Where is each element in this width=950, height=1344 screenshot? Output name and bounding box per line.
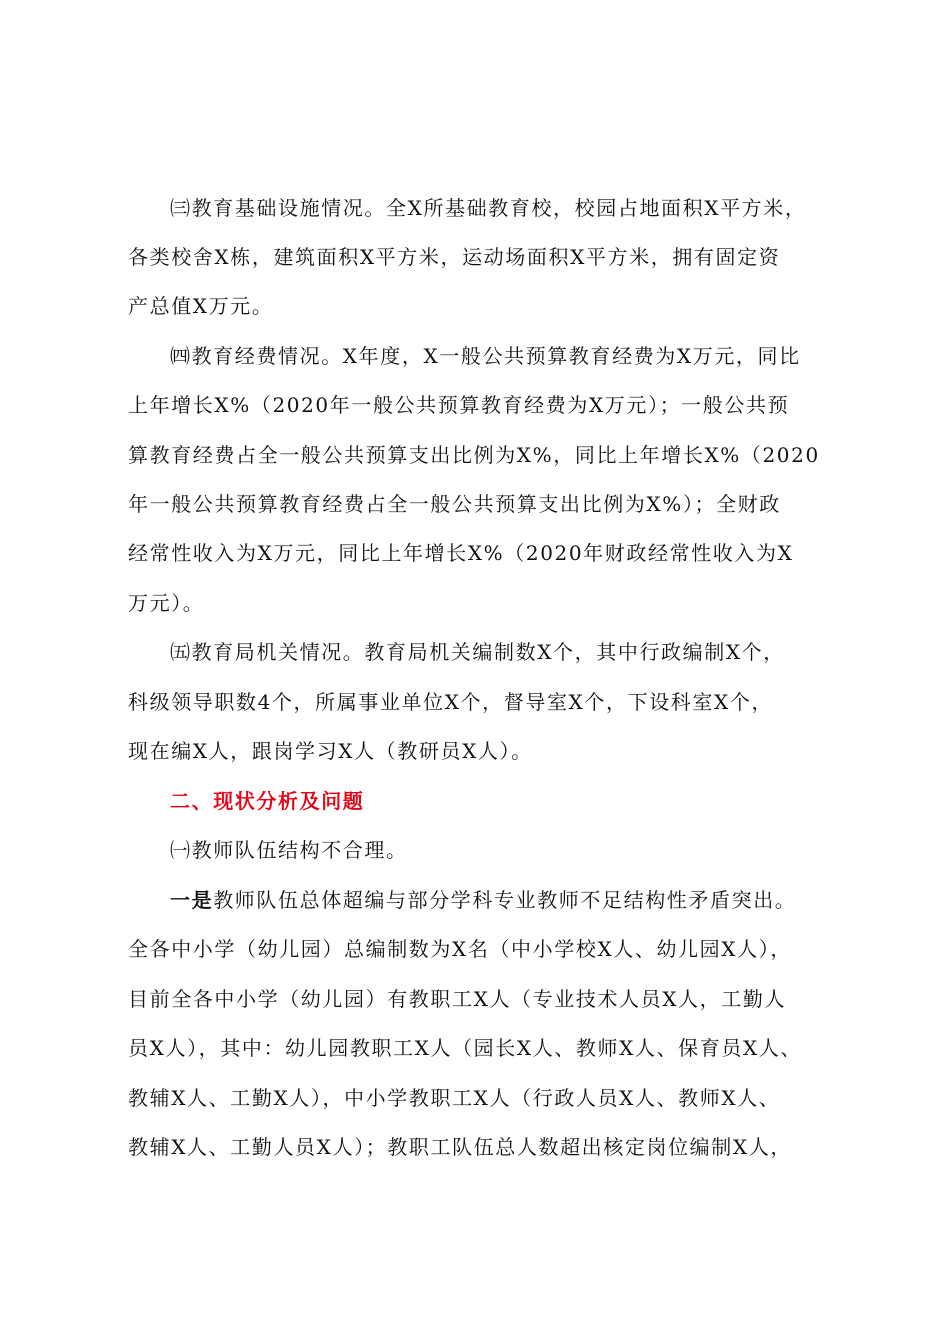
- paragraph-infrastructure-line-1: ㈢教育基础设施情况。全X所基础教育校，校园占地面积X平方米，: [170, 196, 807, 220]
- paragraph-funding-line-5: 经常性收入为X万元，同比上年增长X%（2020年财政经常性收入为X: [128, 541, 794, 565]
- paragraph-teachers-line-1: [170, 886, 796, 914]
- lead-phrase: 一是: [170, 888, 214, 912]
- section-heading: 二、现状分析及问题: [170, 789, 365, 813]
- paragraph-infrastructure-line-3: 产总值X万元。: [128, 294, 274, 318]
- paragraph-teachers-line-2: 全各中小学（幼儿园）总编制数为X名（中小学校X人、幼儿园X人），: [128, 937, 792, 961]
- paragraph-funding-line-2: 上年增长X%（2020年一般公共预算教育经费为X万元）；一般公共预: [128, 393, 790, 417]
- paragraph-funding-line-6: 万元）。: [128, 591, 205, 615]
- paragraph-bureau-line-1: ㈤教育局机关情况。教育局机关编制数X个，其中行政编制X个，: [170, 640, 785, 664]
- paragraph-teachers-line-3: 目前全各中小学（幼儿园）有教职工X人（专业技术人员X人，工勤人: [128, 987, 787, 1011]
- paragraph-infrastructure-line-2: 各类校舍X栋，建筑面积X平方米，运动场面积X平方米，拥有固定资: [128, 245, 781, 269]
- paragraph-bureau-line-2: 科级领导职数4个，所属事业单位X个，督导室X个，下设科室X个，: [128, 690, 774, 714]
- paragraph-teachers-line-4: 员X人），其中：幼儿园教职工X人（园长X人、教师X人、保育员X人、: [128, 1036, 802, 1060]
- paragraph-bureau-line-3: 现在编X人，跟岗学习X人（教研员X人）。: [128, 739, 533, 763]
- subheading-teacher-structure: ㈠教师队伍结构不合理。: [170, 838, 408, 862]
- paragraph-teachers-line-6: 教辅X人、工勤人员X人）；教职工队伍总人数超出核定岗位编制X人，: [128, 1135, 792, 1159]
- paragraph-funding-line-1: ㈣教育经费情况。X年度，X一般公共预算教育经费为X万元，同比: [170, 344, 801, 368]
- paragraph-teachers-line-1-text: 教师队伍总体超编与部分学科专业教师不足结构性矛盾突出。: [213, 888, 797, 912]
- paragraph-funding-line-3: 算教育经费占全一般公共预算支出比例为X%，同比上年增长X%（2020: [128, 443, 820, 467]
- paragraph-funding-line-4: 年一般公共预算教育经费占全一般公共预算支出比例为X%）；全财政: [128, 492, 781, 516]
- paragraph-teachers-line-5: 教辅X人、工勤X人），中小学教职工X人（行政人员X人、教师X人、: [128, 1086, 781, 1110]
